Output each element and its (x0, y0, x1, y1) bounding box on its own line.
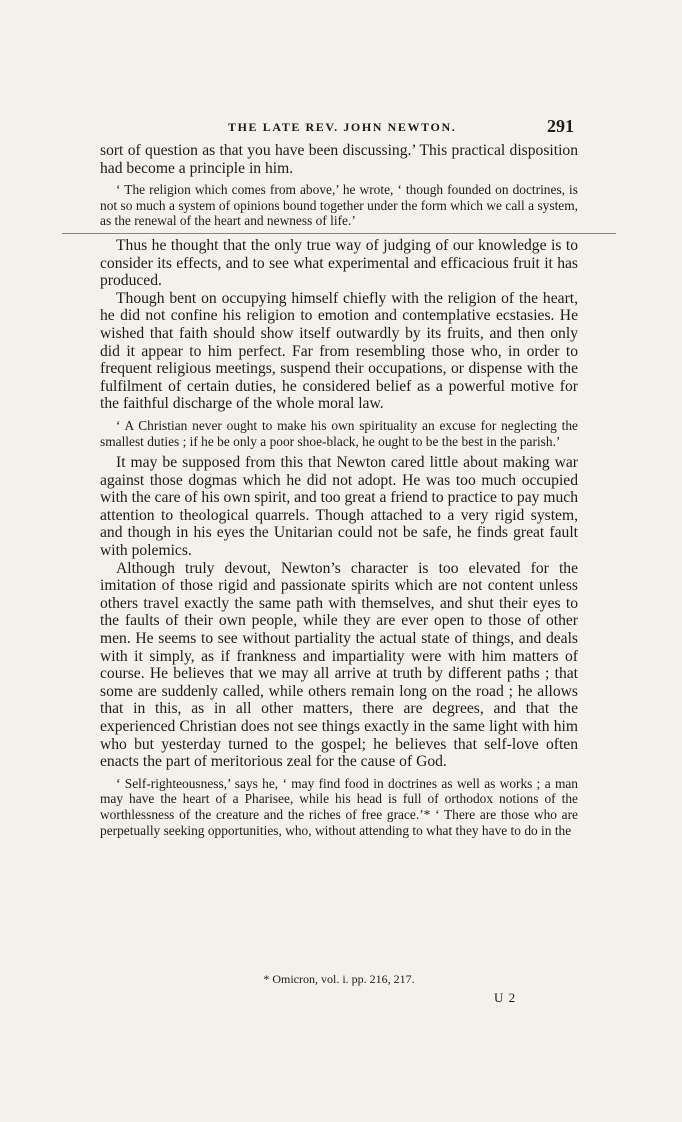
paragraph-judging: Thus he thought that the only true way of judging of our knowledge is to consider its effects, and to see what experimental and efficacious fruit it has produced. (100, 236, 578, 290)
page-header (100, 116, 574, 140)
signature-mark: U 2 (494, 990, 517, 1005)
divider-rule (62, 233, 616, 234)
quote-self-righteousness: ‘ Self-righteousness,’ says he, ‘ may find food in doctrines as well as works ; a man may have the heart of a Pharisee, while his head is full of orthodox notions of the worthlessness of the creature and the riches of free grace.’* ‘ There are those who are perpetually seeking opportunities, who, without attending to what they have to do in the (100, 775, 578, 838)
page-number: 291 (547, 116, 574, 136)
quote-religion: ‘ The religion which comes from above,’ he wrote, ‘ though founded on doctrines, is not so much a system of opinions bound together under the form which we call a system, as the renewal of the heart and newness of life.’ (100, 182, 578, 229)
footnote: * Omicron, vol. i. pp. 216, 217. (263, 972, 415, 986)
body-text (100, 142, 578, 838)
quote-shoe-black: ‘ A Christian never ought to make his own spirituality an excuse for neglecting the smallest duties ; if he be only a poor shoe-black, he ought to be the best in the parish.’ (100, 417, 578, 449)
paragraph-polemics: It may be supposed from this that Newton cared little about making war against those dogmas which he did not adopt. He was too much occupied with the care of his own spirit, and too great a friend to practice to pay much attention to theological quarrels. Though attached to a very rigid system, and though in his eyes the Unitarian could not be safe, he finds great fault with polemics. (100, 454, 578, 560)
running-title: THE LATE REV. JOHN NEWTON. (228, 120, 457, 134)
paragraph-religion-of-heart: Though bent on occupying himself chiefly with the religion of the heart, he did not confine his religion to emotion and contemplative ecstasies. He wished that faith should show itself outwardly by its fruits, and then only did it appear to him perfect. Far from resembling those who, in order to frequent religious meetings, suspend their occupations, or dispense with the fulfilment of certain duties, he considered belief as a powerful motive for the faithful discharge of the whole moral law. (100, 289, 578, 413)
paragraph-continued: sort of question as that you have been discussing.’ This practical disposition had become a principle in him. (100, 142, 578, 177)
paragraph-character: Although truly devout, Newton’s character is too elevated for the imitation of those rigid and passionate spirits which are not content unless others travel exactly the same path with themselves, and shut their eyes to the faults of their own people, while they are ever open to those of other men. He seems to see without partiality the actual state of things, and deals with it simply, as if frankness and impartiality were with him matters of course. He believes that we may all arrive at truth by different paths ; that some are suddenly called, while others remain long on the road ; he allows that in this, as in all other matters, there are degrees, and that the experienced Christian does not see things exactly in the same light with him who but yesterday turned to the gospel; he believes that self-love often enacts the part of meritorious zeal for the cause of God. (100, 559, 578, 771)
